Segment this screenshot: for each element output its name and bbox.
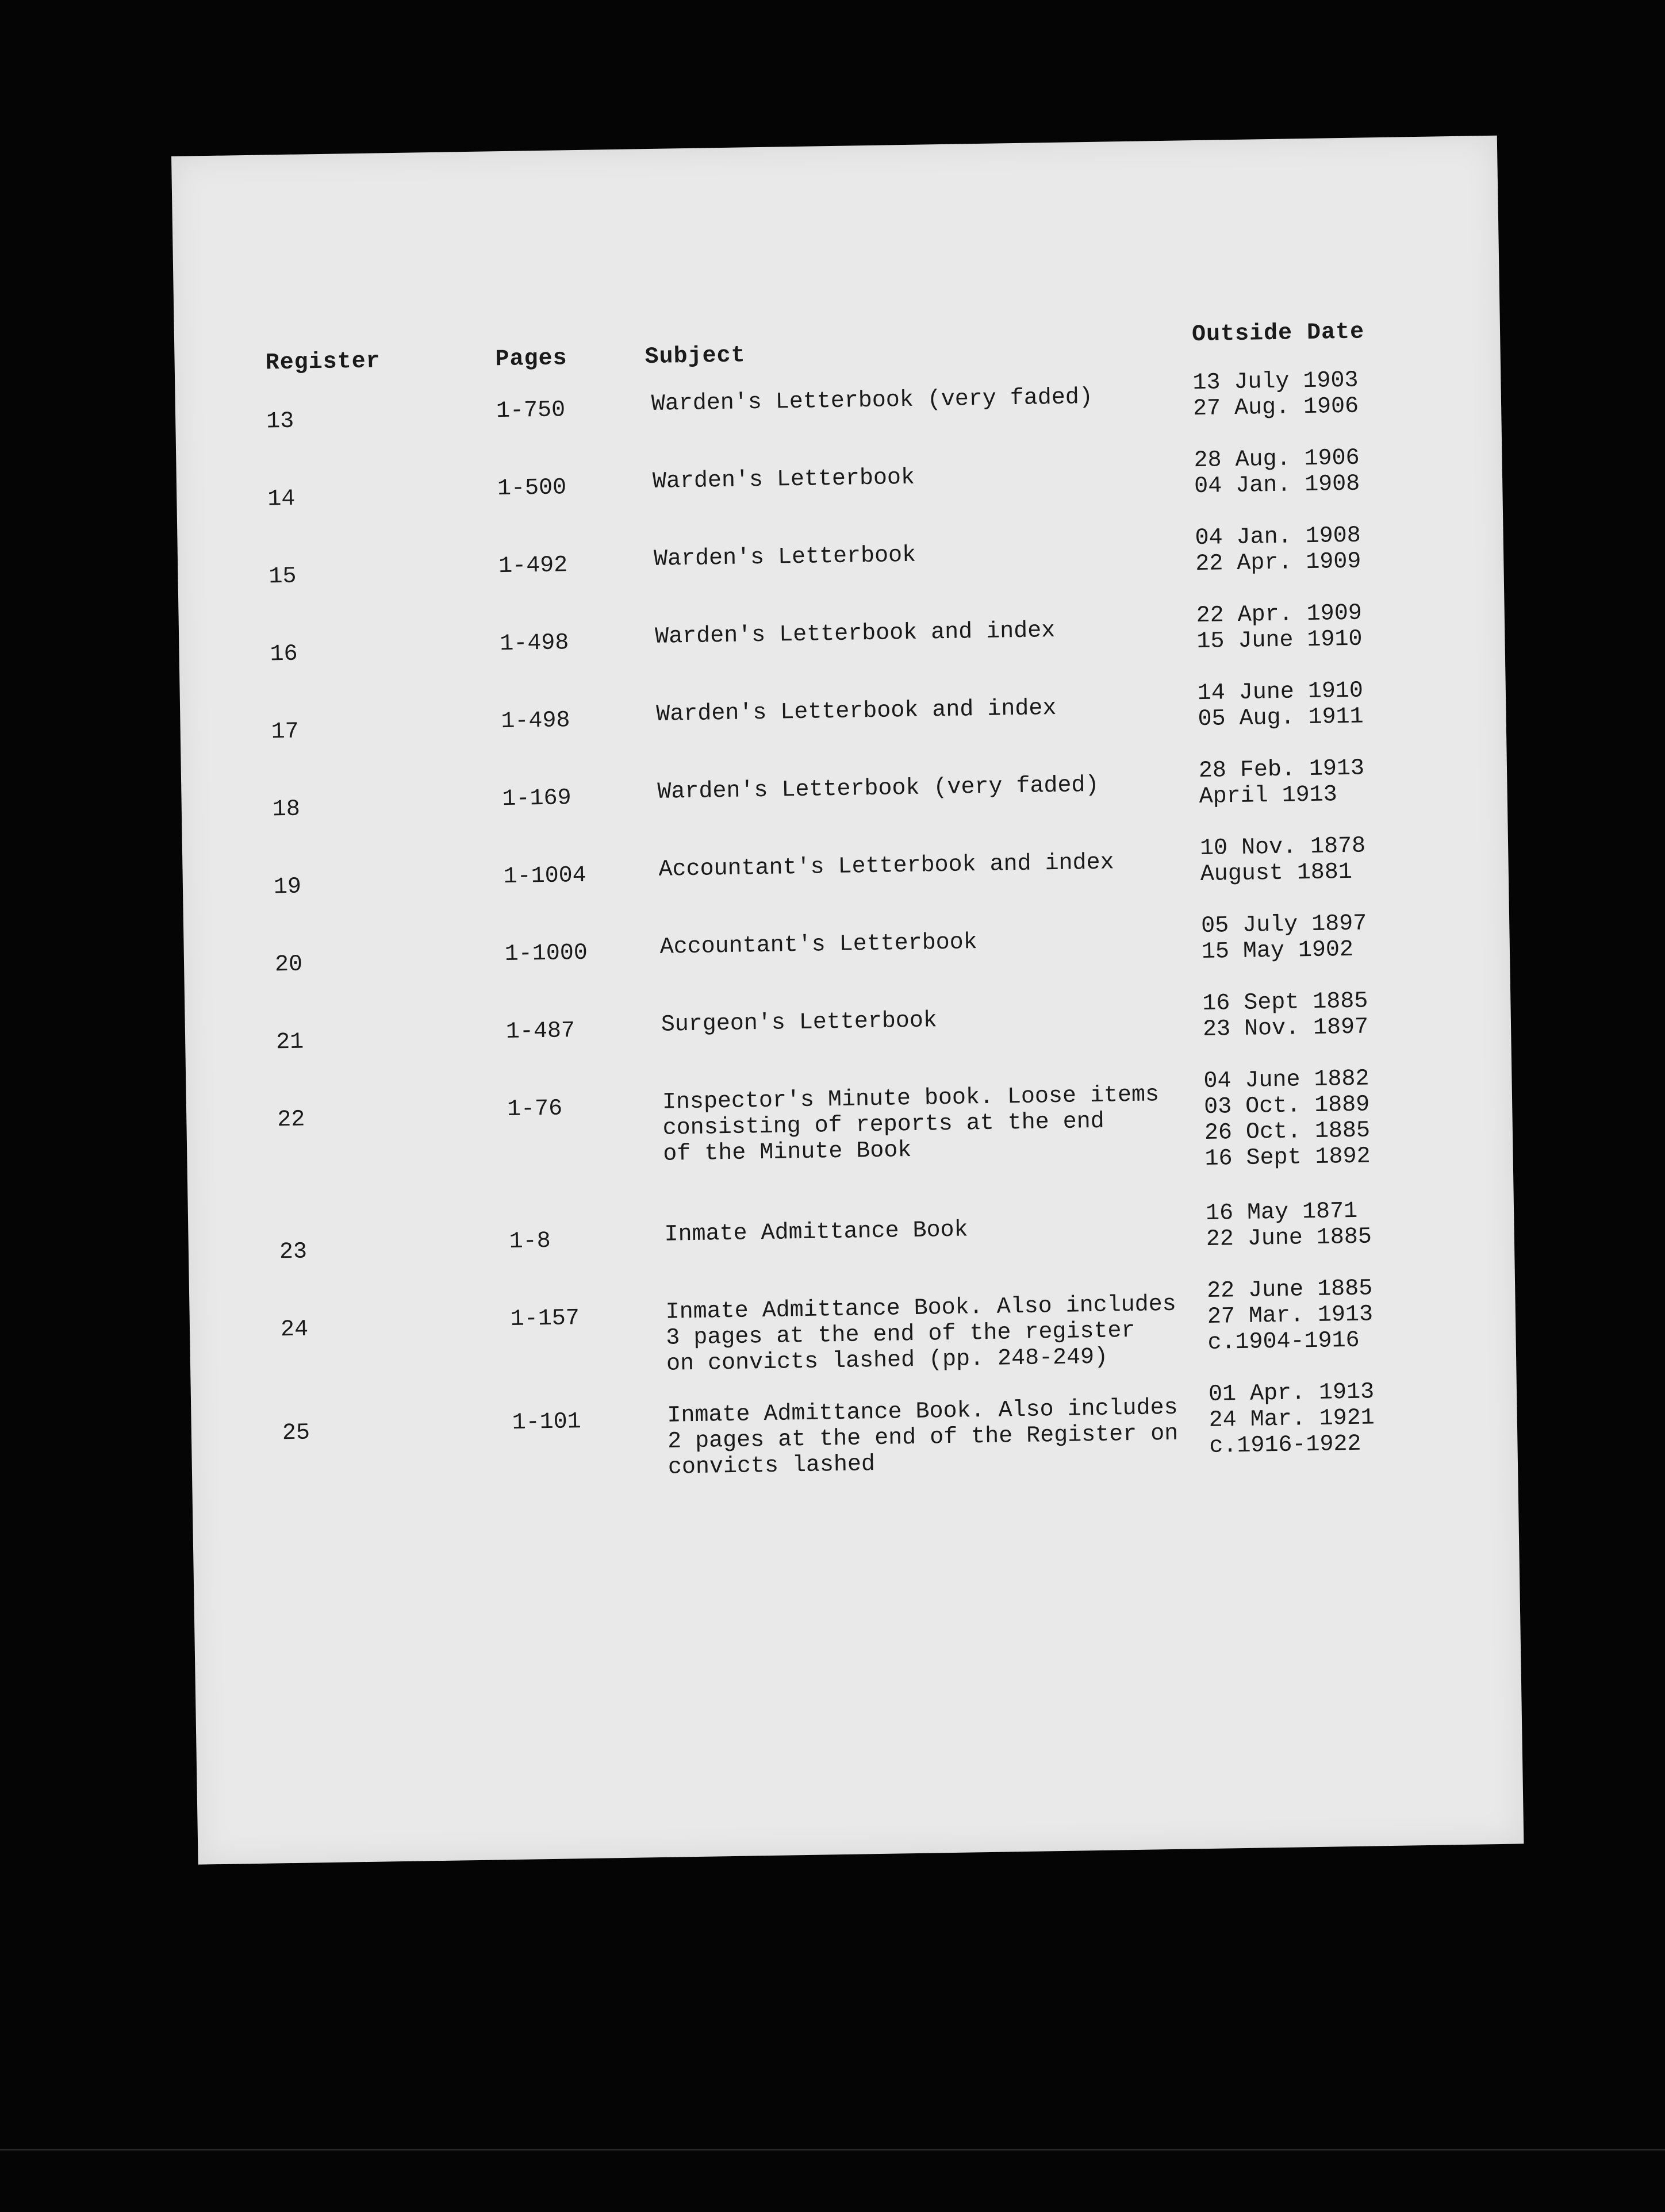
scanner-edge-line: [0, 2149, 1665, 2150]
date-line: 22 Apr. 1909: [1196, 600, 1363, 629]
page-range: 1-101: [512, 1409, 582, 1436]
date-line: 23 Nov. 1897: [1202, 1014, 1369, 1043]
register-number: 24: [280, 1316, 309, 1343]
subject: [664, 1217, 968, 1247]
date-line: 16 May 1871: [1205, 1198, 1358, 1227]
date-line: 04 June 1882: [1203, 1066, 1369, 1095]
table-row: [180, 678, 1506, 746]
date-line: 26 Oct. 1885: [1204, 1117, 1371, 1146]
table-row: [178, 523, 1503, 590]
subject-line: on convicts lashed (pp. 248-249): [666, 1344, 1108, 1377]
date-line: 01 Apr. 1913: [1208, 1379, 1375, 1408]
page-range: 1-169: [502, 785, 572, 813]
table-row: [188, 1198, 1514, 1266]
subject-line: Accountant's Letterbook: [659, 930, 978, 961]
page-range: 1-1004: [503, 862, 587, 890]
subject-line: Inspector's Minute book. Loose items: [662, 1082, 1160, 1116]
date-line: 04 Jan. 1908: [1195, 523, 1361, 552]
subject-line: consisting of reports at the end: [662, 1108, 1105, 1142]
subject-line: Inmate Admittance Book. Also includes: [665, 1291, 1177, 1326]
date-line: 05 Aug. 1911: [1198, 704, 1364, 733]
subject-line: 2 pages at the end of the Register on: [667, 1420, 1179, 1455]
table-row: [186, 1066, 1512, 1172]
subject-line: Warden's Letterbook and index: [656, 695, 1057, 728]
date-line: 03 Oct. 1889: [1203, 1092, 1370, 1120]
table-row: [175, 367, 1501, 435]
date-line: c.1916-1922: [1209, 1431, 1361, 1460]
subject-line: Warden's Letterbook: [652, 464, 915, 495]
table-row: [177, 445, 1502, 513]
register-number: 20: [274, 951, 303, 978]
subject-line: 3 pages at the end of the register: [666, 1318, 1135, 1351]
table-row: [191, 1379, 1517, 1481]
document-page: [171, 136, 1524, 1865]
date-line: 04 Jan. 1908: [1194, 471, 1360, 500]
table-row: [185, 988, 1511, 1056]
subject: [662, 1082, 1160, 1168]
page-range: 1-498: [500, 630, 569, 658]
subject: [658, 850, 1114, 882]
table-row: [181, 755, 1507, 823]
register-number: 23: [279, 1239, 308, 1266]
date-line: c.1904-1916: [1207, 1327, 1360, 1356]
header-outside-date: Outside Date: [1191, 319, 1365, 348]
outside-dates: [1206, 1198, 1372, 1253]
subject: [659, 930, 977, 961]
date-line: 27 Mar. 1913: [1207, 1301, 1374, 1330]
page-range: 1-487: [505, 1018, 576, 1046]
subject: [656, 696, 1057, 728]
page-range: 1-492: [498, 552, 568, 580]
page-range: 1-500: [497, 475, 567, 502]
register-number: 22: [277, 1107, 305, 1134]
date-line: 24 Mar. 1921: [1209, 1405, 1375, 1434]
subject: [665, 1292, 1177, 1377]
subject-line: Accountant's Letterbook and index: [658, 850, 1114, 883]
date-line: 22 Apr. 1909: [1195, 548, 1361, 578]
outside-dates: [1192, 368, 1359, 423]
date-line: 22 June 1885: [1206, 1276, 1373, 1304]
subject-line: Surgeon's Letterbook: [661, 1008, 938, 1038]
page-range: 1-750: [496, 397, 566, 425]
subject: [657, 773, 1099, 805]
date-line: 28 Aug. 1906: [1194, 445, 1360, 474]
subject: [655, 618, 1056, 650]
outside-dates: [1207, 1276, 1374, 1356]
date-line: 10 Nov. 1878: [1199, 833, 1366, 862]
date-line: 22 June 1885: [1206, 1224, 1372, 1253]
date-line: 16 Sept 1885: [1202, 988, 1368, 1017]
table-row: [182, 833, 1508, 901]
outside-dates: [1194, 446, 1360, 500]
date-line: 15 May 1902: [1201, 936, 1354, 966]
register-number: 18: [272, 796, 301, 823]
date-line: April 1913: [1199, 782, 1338, 811]
header-register: Register: [265, 348, 381, 377]
outside-dates: [1199, 756, 1365, 811]
page-range: 1-8: [509, 1228, 551, 1255]
date-line: 15 June 1910: [1196, 626, 1363, 655]
subject-line: Warden's Letterbook (very faded): [651, 384, 1094, 417]
subject-line: of the Minute Book: [663, 1137, 912, 1168]
outside-dates: [1198, 678, 1364, 733]
date-line: 13 July 1903: [1192, 367, 1359, 397]
page-range: 1-76: [507, 1096, 563, 1123]
register-number: 21: [275, 1029, 304, 1056]
date-line: 05 July 1897: [1200, 911, 1367, 940]
page-range: 1-1000: [504, 940, 588, 968]
subject: [651, 385, 1094, 417]
table-row: [190, 1276, 1516, 1377]
header-subject: Subject: [644, 343, 746, 371]
subject: [661, 1008, 937, 1038]
subject-line: Inmate Admittance Book: [664, 1217, 968, 1248]
register-number: 16: [270, 641, 298, 668]
register-number: 19: [273, 874, 302, 901]
outside-dates: [1203, 1066, 1371, 1172]
outside-dates: [1196, 601, 1362, 655]
register-number: 25: [282, 1420, 310, 1447]
subject: [654, 543, 916, 573]
table-row: [179, 600, 1505, 668]
register-number: 13: [266, 408, 294, 435]
register-number: 14: [267, 486, 296, 513]
outside-dates: [1209, 1379, 1375, 1460]
subject-line: convicts lashed: [667, 1451, 876, 1481]
date-line: 16 Sept 1892: [1204, 1143, 1371, 1172]
outside-dates: [1202, 988, 1368, 1043]
date-line: 28 Feb. 1913: [1198, 755, 1365, 785]
table-row: [184, 911, 1510, 978]
page-range: 1-157: [510, 1305, 580, 1332]
date-line: August 1881: [1200, 859, 1353, 888]
subject-line: Warden's Letterbook: [653, 542, 916, 573]
header-pages: Pages: [495, 345, 567, 373]
date-line: 14 June 1910: [1197, 678, 1364, 707]
subject: [653, 465, 915, 495]
page-range: 1-498: [501, 708, 570, 735]
register-number: 17: [271, 719, 300, 746]
outside-dates: [1195, 523, 1361, 578]
subject-line: Warden's Letterbook (very faded): [657, 772, 1099, 805]
subject-line: Inmate Admittance Book. Also includes: [667, 1395, 1178, 1429]
outside-dates: [1201, 911, 1367, 966]
subject-line: Warden's Letterbook and index: [654, 617, 1056, 650]
outside-dates: [1200, 834, 1366, 888]
subject: [667, 1395, 1179, 1481]
date-line: 27 Aug. 1906: [1192, 393, 1359, 423]
register-number: 15: [268, 563, 297, 590]
